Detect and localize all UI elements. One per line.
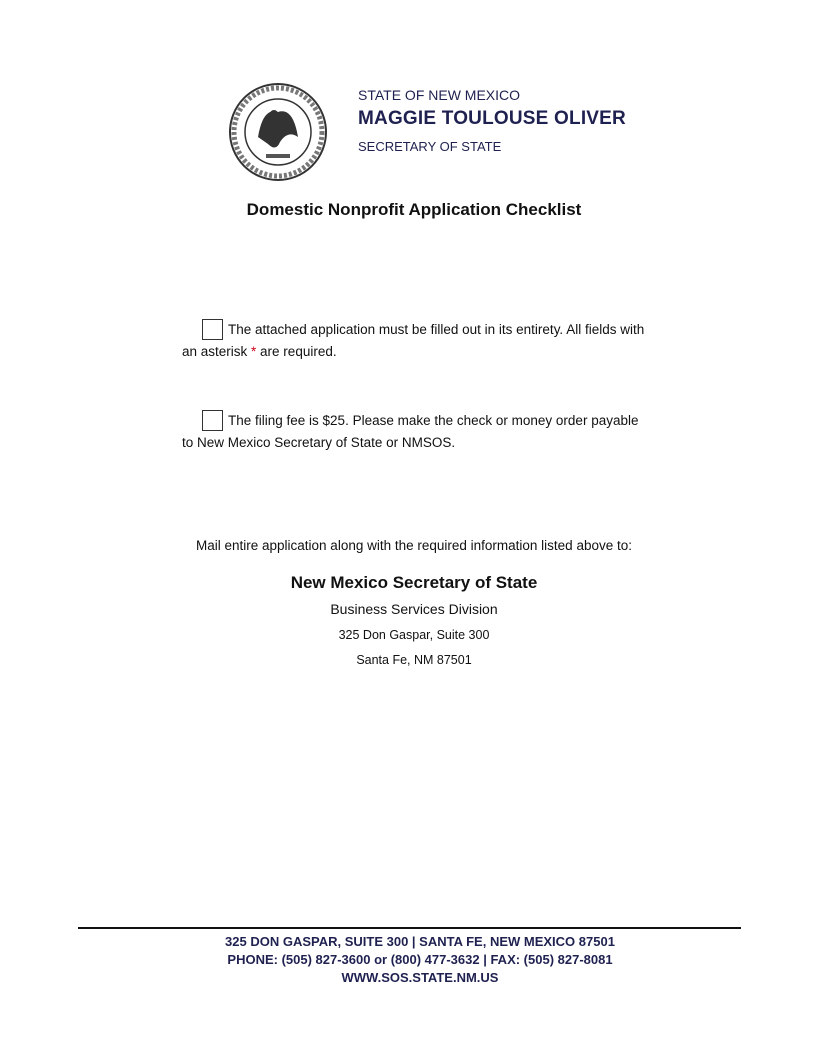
checklist-item [182, 319, 652, 363]
mail-instructions: Mail entire application along with the required information listed above to: [195, 538, 632, 553]
mail-address: 325 Don Gaspar, Suite 300 [338, 628, 490, 642]
mail-division: Business Services Division [330, 601, 498, 617]
checkbox[interactable] [202, 319, 223, 340]
header-official-name: MAGGIE TOULOUSE OLIVER [358, 108, 626, 129]
footer-divider [78, 927, 741, 929]
required-asterisk: * [251, 344, 257, 359]
mail-city: Santa Fe, NM 87501 [356, 653, 472, 667]
footer-address: 325 DON GASPAR, SUITE 300 | SANTA FE, NEW MEXICO 87501 [225, 934, 615, 949]
item-text: The attached application must be filled out in its entirety. All fields with an asterisk [182, 322, 645, 359]
mail-org: New Mexico Secretary of State [290, 573, 538, 592]
header-state: STATE OF NEW MEXICO [358, 87, 521, 103]
item-text: are required. [256, 344, 337, 359]
checklist-item [182, 410, 652, 454]
page-title: Domestic Nonprofit Application Checklist [246, 200, 582, 219]
header-office: SECRETARY OF STATE [358, 139, 502, 154]
item-text: The filing fee is $25. Please make the check or money order payable to New Mexico Secretary of State or NMSOS. [182, 413, 639, 450]
footer-phone: PHONE: (505) 827-3600 or (800) 477-3632 | FAX: (505) 827-8081 [227, 952, 613, 967]
state-seal-logo [228, 82, 328, 182]
checkbox[interactable] [202, 410, 223, 431]
footer-website[interactable]: WWW.SOS.STATE.NM.US [341, 970, 499, 985]
